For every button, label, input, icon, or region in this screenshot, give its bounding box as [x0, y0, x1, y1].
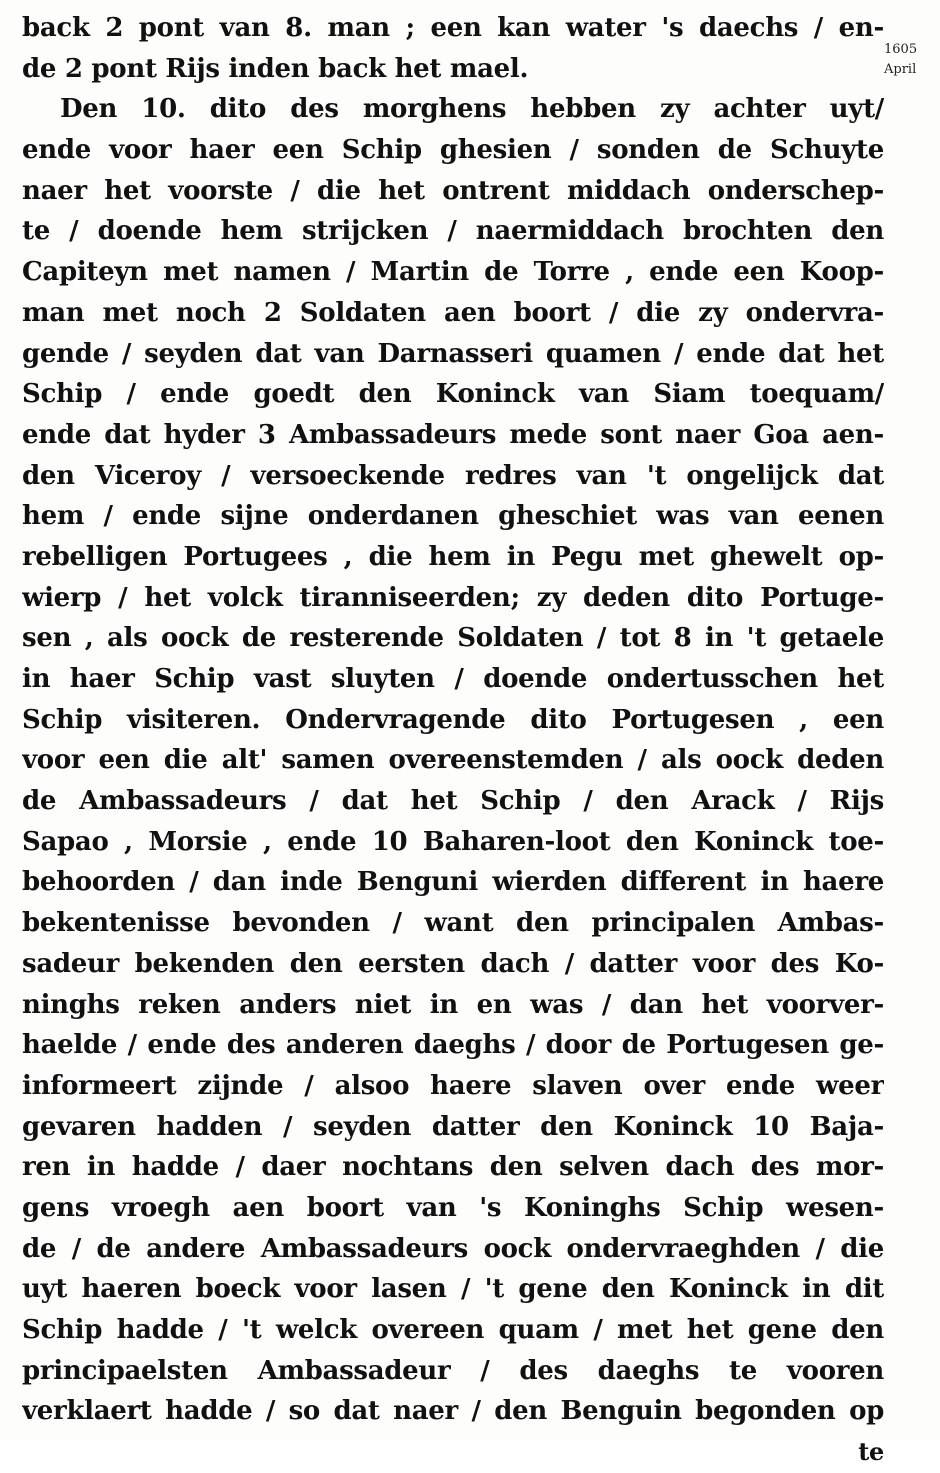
- text-line: te / doende hem strijcken / naermiddach brochten den: [22, 216, 884, 247]
- text-line: de 2 pont Rijs inden back het mael.: [22, 53, 529, 84]
- text-line: hem / ende sijne onderdanen gheschiet was van eenen: [22, 501, 884, 532]
- text-line: sen , als oock de resterende Soldaten / tot 8 in 't getaele: [22, 623, 884, 654]
- text-line: sadeur bekenden den eersten dach / datter voor des Ko-: [22, 948, 884, 979]
- text-line: haelde / ende des anderen daeghs / door de Portugesen ge-: [22, 1030, 884, 1061]
- text-line: Capiteyn met namen / Martin de Torre , ende een Koop-: [22, 257, 884, 288]
- text-line: voor een die alt' samen overeenstemden / als oock deden: [22, 745, 884, 776]
- text-line: informeert zijnde / alsoo haere slaven over ende weer: [22, 1070, 884, 1101]
- text-line: den Viceroy / versoeckende redres van 't ongelijck dat: [22, 460, 884, 491]
- text-line: ende voor haer een Schip ghesien / sonden de Schuyte: [22, 135, 884, 166]
- text-line: uyt haeren boeck voor lasen / 't gene den Koninck in dit: [22, 1274, 884, 1305]
- margin-year: 1605: [884, 42, 918, 57]
- text-line: back 2 pont van 8. man ; een kan water 's daechs / en-: [22, 13, 884, 43]
- text-line: in haer Schip vast sluyten / doende ondertusschen het: [22, 664, 884, 694]
- catchword: te: [858, 1437, 884, 1467]
- text-line: de / de andere Ambassadeurs oock ondervraeghden / die: [22, 1233, 884, 1264]
- body-text: [22, 8, 884, 1473]
- text-line: bekentenisse bevonden / want den principalen Ambas-: [22, 908, 884, 939]
- margin-month: April: [884, 62, 917, 77]
- text-line: gende / seyden dat van Darnasseri quamen / ende dat het: [22, 338, 884, 369]
- text-line: Den 10. dito des morghens hebben zy achter uyt/: [60, 94, 884, 125]
- text-line: verklaert hadde / so dat naer / den Benguin begonden op: [22, 1396, 884, 1427]
- text-line: man met noch 2 Soldaten aen boort / die zy ondervra-: [22, 297, 884, 328]
- margin-note: [884, 40, 938, 80]
- text-line: Schip hadde / 't welck overeen quam / met het gene den: [22, 1315, 884, 1345]
- text-line: gevaren hadden / seyden datter den Koninck 10 Baja-: [22, 1111, 884, 1142]
- text-line: ninghs reken anders niet in en was / dan het voorver-: [22, 989, 884, 1020]
- text-line: ren in hadde / daer nochtans den selven dach des mor-: [22, 1152, 884, 1183]
- text-line: de Ambassadeurs / dat het Schip / den Arack / Rijs: [22, 786, 884, 817]
- text-line: rebelligen Portugees , die hem in Pegu met ghewelt op-: [22, 541, 884, 572]
- text-line: principaelsten Ambassadeur / des daeghs te vooren: [22, 1355, 884, 1386]
- text-line: Sapao , Morsie , ende 10 Baharen-loot den Koninck toe-: [22, 826, 884, 857]
- text-line: gens vroegh aen boort van 's Koninghs Schip wesen-: [22, 1192, 884, 1223]
- text-line: Schip visiteren. Ondervragende dito Portugesen , een: [22, 704, 884, 735]
- text-line: ende dat hyder 3 Ambassadeurs mede sont naer Goa aen-: [22, 419, 884, 450]
- text-line: wierp / het volck tiranniseerden; zy deden dito Portuge-: [22, 582, 884, 613]
- text-line: Schip / ende goedt den Koninck van Siam toequam/: [22, 379, 884, 410]
- text-line: behoorden / dan inde Benguni wierden different in haere: [22, 867, 884, 898]
- text-line: naer het voorste / die het ontrent middach onderschep-: [22, 175, 884, 206]
